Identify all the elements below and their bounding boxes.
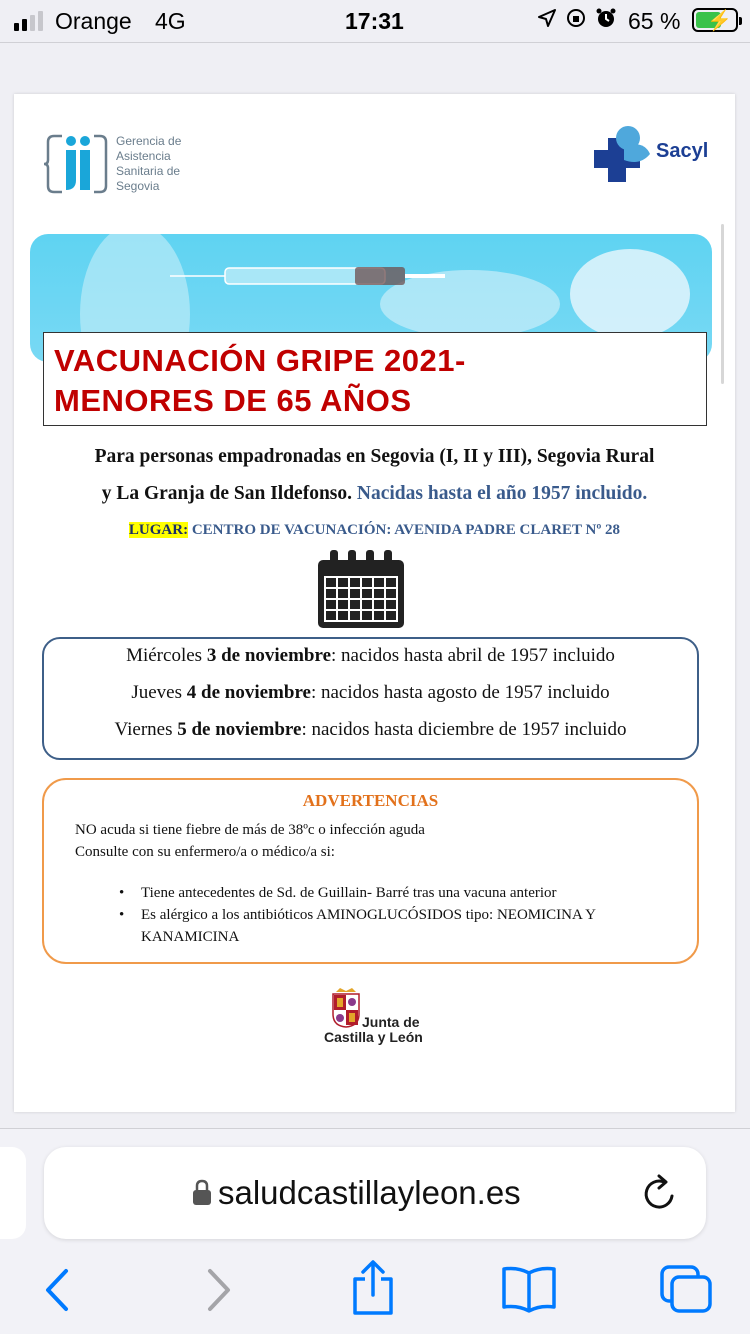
schedule-box [42,637,699,760]
url-text[interactable]: saludcastillayleon.es [218,1174,521,1211]
battery-percent: 65 % [628,8,681,34]
schedule-row: Jueves 4 de noviembre: nacidos hasta agosto de 1957 incluido [131,682,610,703]
campaign-title-line2: MENORES DE 65 AÑOS [54,383,412,418]
warnings-box [42,778,699,964]
sacyl-logo [594,124,714,184]
gerencia-logo-text: Gerencia de Asistencia Sanitaria de Segovia [116,134,182,193]
warnings-title: ADVERTENCIAS [302,791,439,810]
reload-icon[interactable] [642,1174,678,1212]
warning-bullet: • Tiene antecedentes de Sd. de Guillain- Barré tras una vacuna anterior [119,885,557,901]
gerencia-segovia-logo [44,132,194,202]
birth-year-note: Nacidas hasta el año 1957 incluido. [356,483,648,504]
calendar-icon [316,550,406,630]
place-label: LUGAR: [128,522,189,538]
bookmarks-icon[interactable] [500,1265,558,1313]
place-value: CENTRO DE VACUNACIÓN: AVENIDA PADRE CLARET Nº 28 [191,522,621,538]
browser-bottom-bar [0,1128,750,1334]
sacyl-wordmark: Sacyl [656,140,709,162]
carrier-name: Orange [55,8,132,34]
document-scroll-indicator [721,224,724,384]
warning-bullet: • Es alérgico a los antibióticos AMINOGLUCÓSIDOS tipo: NEOMICINA Y KANAMICINA [119,907,596,945]
warning-line: Consulte con su enfermero/a o médico/a si: [75,844,335,860]
gerencia-logo-mark [44,132,112,196]
battery-charging-icon: ⚡ [692,8,738,32]
status-bar-separator [0,42,750,43]
campaign-title [43,332,707,426]
cellular-signal-icon [14,11,43,31]
back-icon[interactable] [42,1267,74,1313]
lock-icon [192,1178,212,1206]
status-icons [538,8,616,28]
tabs-icon[interactable] [658,1263,714,1315]
document-page[interactable] [14,94,735,1112]
warning-line: NO acuda si tiene fiebre de más de 38ºc o infección aguda [75,822,425,838]
share-icon[interactable] [350,1259,396,1317]
address-bar[interactable] [44,1147,706,1239]
schedule-row: Miércoles 3 de noviembre: nacidos hasta abril de 1957 incluido [126,645,615,666]
sacyl-cross-icon [594,124,654,184]
campaign-title-line1: VACUNACIÓN GRIPE 2021- [54,343,466,378]
status-bar [0,0,750,42]
intro-line1: Para personas empadronadas en Segovia (I, II y III), Segovia Rural [94,446,655,467]
previous-tab-peek[interactable] [0,1147,26,1239]
junta-castilla-leon-logo: Junta de Castilla y León [324,984,434,1054]
forward-icon[interactable] [202,1267,234,1313]
alarm-icon [596,8,616,28]
intro-line2: y La Granja de San Ildefonso. Nacidas hasta el año 1957 incluido. [101,483,648,504]
coat-of-arms-icon [332,986,360,1028]
network-type: 4G [155,8,186,34]
vaccination-place [14,522,735,539]
screen-rotation-lock-icon [566,8,586,28]
location-arrow-icon [538,9,556,27]
clock: 17:31 [345,8,404,34]
schedule-row: Viernes 5 de noviembre: nacidos hasta diciembre de 1957 incluido [114,719,627,740]
